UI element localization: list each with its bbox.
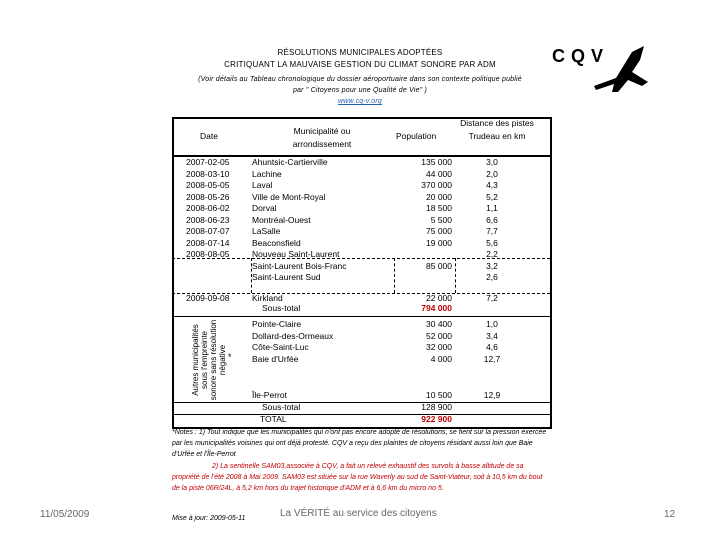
- population-cell: 135 000: [421, 157, 452, 167]
- municipality-cell: Ahuntsic-Cartierville: [252, 157, 328, 167]
- note-marker: *: [228, 352, 232, 362]
- distance-cell: 2,2: [486, 249, 498, 259]
- distance-cell: 3,0: [486, 157, 498, 167]
- subtotal-label: Sous-total: [262, 303, 301, 313]
- header-population: Population: [396, 131, 437, 141]
- distance-cell: 2,6: [486, 272, 498, 282]
- website-link[interactable]: www.cq-v.org: [338, 98, 382, 105]
- other-group-text: Autres municipalités sous l'empreinte sonore sans résolution négative: [191, 319, 227, 401]
- municipality-cell: Kirkland: [252, 293, 283, 303]
- date-cell: 2008-07-07: [186, 226, 230, 236]
- total-row: [172, 413, 552, 425]
- distance-cell: 5,2: [486, 191, 498, 202]
- subtotal-row-2: [172, 401, 552, 413]
- table-row: [172, 389, 552, 401]
- population-cell: 20 000: [426, 191, 452, 202]
- distance-cell: 1,0: [486, 319, 498, 329]
- table-row: [172, 214, 552, 226]
- date-cell: 2007-02-05: [186, 157, 230, 167]
- page-number: 12: [664, 509, 676, 520]
- distance-cell: 4,6: [486, 342, 498, 352]
- municipality-cell: Ville de Mont-Royal: [252, 191, 326, 202]
- municipality-cell: Montréal-Ouest: [252, 214, 311, 225]
- table-row: [172, 156, 552, 168]
- subtitle-line-1: (Voir détails au Tableau chronologique du dossier aéroportuaire dans son contexte politique publié: [198, 76, 522, 83]
- municipality-cell: Île-Perrot: [252, 390, 287, 400]
- cqv-logo: [552, 42, 652, 102]
- distance-cell: 5,6: [486, 237, 498, 248]
- municipality-cell: Dorval: [252, 203, 277, 213]
- table-row: [172, 353, 552, 365]
- date-cell: 2009-09-08: [186, 293, 230, 303]
- date-cell: 2008-06-02: [186, 203, 230, 213]
- distance-cell: 2,0: [486, 168, 498, 179]
- airplane-icon: [592, 42, 652, 102]
- population-cell: 370 000: [421, 180, 452, 190]
- date-cell: 2008-05-26: [186, 191, 230, 202]
- table-row: [172, 318, 552, 330]
- footer-date: 11/05/2009: [40, 509, 90, 520]
- table-row: [172, 271, 552, 283]
- population-cell: 30 400: [426, 319, 452, 329]
- distance-cell: 7,2: [486, 293, 498, 303]
- municipality-cell: Pointe-Claire: [252, 319, 302, 329]
- table-row: [172, 168, 552, 180]
- municipality-cell: Lachine: [252, 168, 282, 179]
- distance-cell: 3,2: [486, 260, 498, 271]
- municipality-cell: Saint-Laurent Sud: [252, 272, 321, 282]
- population-cell: 75 000: [426, 226, 452, 236]
- cell-divider: [394, 258, 395, 293]
- population-cell: 4 000: [430, 353, 452, 364]
- distance-cell: 12,9: [483, 390, 501, 400]
- subtotal-row: [172, 302, 552, 314]
- divider: [172, 316, 550, 317]
- note-1: *Notes : 1) Tout indique que les municipalités qui n'ont pas encore adopté de résolutions, se fient sur la pression exercée par les municipalités voisines qui ont déjà protesté. CQV a reçu des plaintes de citoyens résidant aussi loin que Baie d'Urfée et l'Île-Perrot: [172, 429, 547, 458]
- distance-cell: 3,4: [486, 330, 498, 341]
- distance-cell: 6,6: [486, 214, 498, 225]
- population-cell: 85 000: [426, 260, 452, 271]
- footer-updated: Mise à jour: 2009-05-11: [172, 515, 246, 522]
- table-row: [172, 179, 552, 191]
- date-cell: 2008-07-14: [186, 237, 230, 248]
- population-cell: 19 000: [426, 237, 452, 248]
- population-cell: 10 500: [426, 390, 452, 400]
- distance-cell: 12,7: [483, 353, 501, 364]
- municipality-cell: Beaconsfield: [252, 237, 301, 248]
- note-2: 2) La sentinelle SAM03,associée à CQV, a fait un relevé exhaustif des survols à basse altitude de sa propriété de l'été 2008 à Mai 2009. SAM03 est située sur la rue Waverly au sud de Saint-Viateur, soit à 10,5 km du bout de la piste 06R/24L, à 5,2 km hors du trajet historique d'ADM et à 6,6 km du micro no 5.: [172, 463, 543, 492]
- total-label: TOTAL: [260, 414, 287, 424]
- date-cell: 2008-08-05: [186, 249, 230, 259]
- footer-slogan: La VÉRITÉ au service des citoyens: [280, 508, 437, 519]
- subtotal-value: 128 900: [421, 402, 452, 412]
- municipality-cell: Saint-Laurent Bois-Franc: [252, 260, 347, 271]
- distance-cell: 1,1: [486, 203, 498, 213]
- date-cell: 2008-06-23: [186, 214, 230, 225]
- subtitle-line-2: par " Citoyens pour une Qualité de Vie" ): [292, 87, 428, 94]
- municipality-cell: Côte-Saint-Luc: [252, 342, 309, 352]
- municipality-cell: Laval: [252, 180, 273, 190]
- municipality-cell: Baie d'Urfée: [252, 353, 299, 364]
- population-cell: 32 000: [426, 342, 452, 352]
- date-cell: 2008-05-05: [186, 180, 230, 190]
- logo-text: CQV: [552, 46, 610, 66]
- header-distance: Distance des pistes Trudeau en km: [460, 118, 534, 141]
- title-line-2: CRITIQUANT LA MAUVAISE GESTION DU CLIMAT SONORE PAR ADM: [224, 60, 496, 69]
- table-row: [172, 330, 552, 342]
- table-row: [172, 202, 552, 214]
- table-row: [172, 260, 552, 272]
- cell-divider: [251, 258, 252, 293]
- header-date: Date: [200, 131, 218, 141]
- municipality-cell: LaSalle: [252, 226, 281, 236]
- distance-cell: 7,7: [486, 226, 498, 236]
- group-divider: [172, 293, 550, 294]
- table-row: [172, 225, 552, 237]
- header-municipality: Municipalité ou arrondissement: [292, 126, 352, 149]
- population-cell: 44 000: [426, 168, 452, 179]
- group-divider: [172, 258, 550, 259]
- subtotal-label: Sous-total: [262, 402, 301, 412]
- population-cell: 18 500: [426, 203, 452, 213]
- subtotal-value: 794 000: [421, 303, 452, 313]
- total-value: 922 900: [421, 414, 452, 424]
- population-cell: 22 000: [426, 293, 452, 303]
- municipality-cell: Dollard-des-Ormeaux: [252, 330, 334, 341]
- table-row: [172, 191, 552, 203]
- population-cell: 5 500: [430, 214, 452, 225]
- cell-divider: [455, 258, 456, 293]
- distance-cell: 4,3: [486, 180, 498, 190]
- population-cell: 52 000: [426, 330, 452, 341]
- table-row: [172, 341, 552, 353]
- municipality-cell: Nouveau Saint-Laurent: [252, 249, 340, 259]
- date-cell: 2008-03-10: [186, 168, 230, 179]
- title-line-1: RÉSOLUTIONS MUNICIPALES ADOPTÉES: [277, 48, 443, 57]
- table-row: [172, 237, 552, 249]
